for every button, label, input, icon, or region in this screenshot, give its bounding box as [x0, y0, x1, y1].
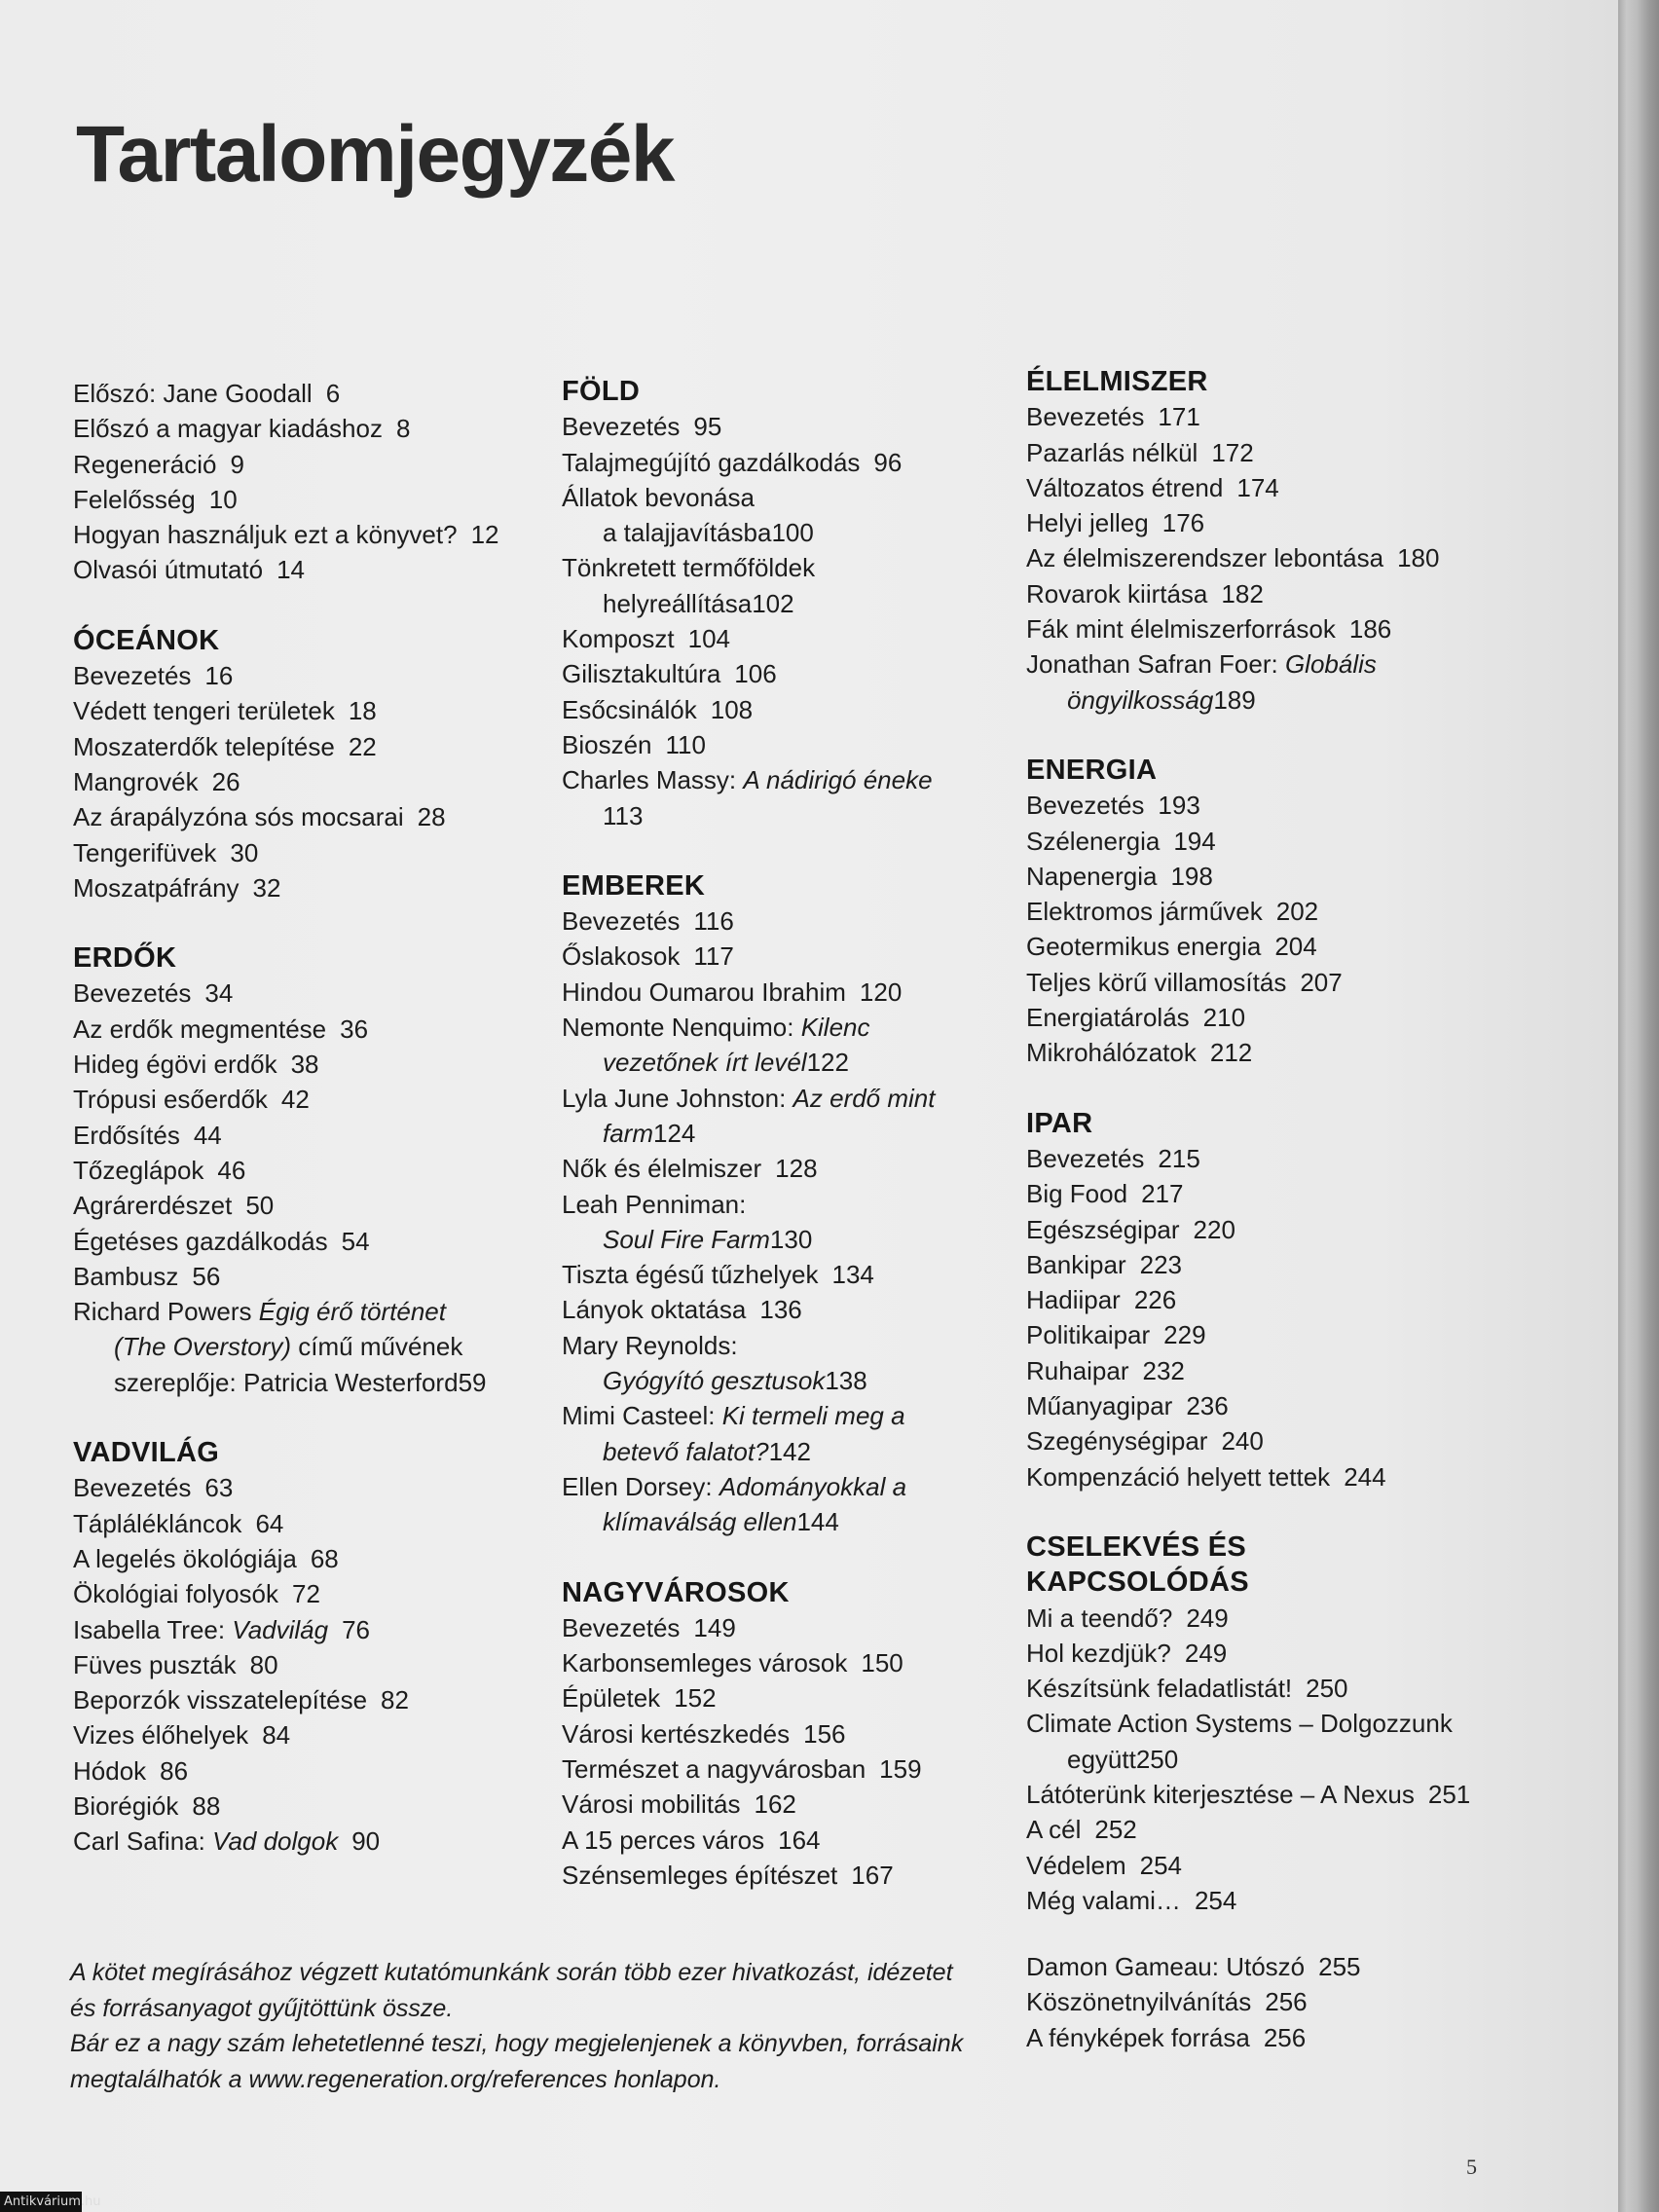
toc-entry: A cél 252 [1026, 1815, 1137, 1845]
toc-entry-continuation: vezetőnek írt levél122 [603, 1048, 849, 1078]
toc-entry-continuation: a talajjavításba100 [603, 518, 814, 548]
toc-entry: Geotermikus energia 204 [1026, 932, 1317, 962]
toc-section-emberek [562, 868, 1049, 1540]
toc-entry: Politikaipar 229 [1026, 1320, 1206, 1350]
references-note [70, 1955, 1005, 2097]
toc-entry-continuation: betevő falatot?142 [603, 1436, 811, 1466]
section-heading: CSELEKVÉS ÉS [1026, 1530, 1246, 1563]
note-line: A kötet megírásához végzett kutatómunkánk során több ezer hivatkozást, idézetet [70, 1959, 953, 1986]
section-heading: VADVILÁG [73, 1437, 220, 1469]
toc-entry: Szénsemleges építészet 167 [562, 1860, 894, 1890]
page-number: 5 [1466, 2155, 1477, 2179]
toc-entry: Trópusi esőerdők 42 [73, 1085, 310, 1115]
toc-outro [1026, 1949, 1513, 2055]
page-title: Tartalomjegyzék [76, 110, 675, 199]
toc-entry-continuation: öngyilkosság189 [1067, 684, 1256, 715]
toc-entry-penniman: Leah Penniman: [562, 1189, 747, 1219]
toc-entry-continuation: klímaválság ellen144 [603, 1507, 839, 1537]
toc-entry: Biorégiók 88 [73, 1790, 221, 1821]
toc-section-fold [562, 374, 1049, 833]
toc-entry-nenquimo: Nemonte Nenquimo: Kilenc [562, 1013, 870, 1043]
toc-entry: Égetéses gazdálkodás 54 [73, 1226, 370, 1256]
toc-entry-foer: Jonathan Safran Foer: Globális [1026, 649, 1377, 680]
toc-entry: Kompenzáció helyett tettek 244 [1026, 1461, 1386, 1492]
toc-entry: Ruhaipar 232 [1026, 1355, 1185, 1385]
toc-entry: Egészségipar 220 [1026, 1214, 1235, 1244]
toc-entry: Komposzt 104 [562, 624, 730, 654]
toc-entry: Tönkretett termőföldek [562, 553, 816, 583]
toc-entry: Bevezetés 116 [562, 906, 734, 937]
toc-entry: Az árapályzóna sós mocsarai 28 [73, 802, 446, 832]
toc-entry: Tőzeglápok 46 [73, 1155, 246, 1185]
toc-entry: Teljes körű villamosítás 207 [1026, 967, 1343, 997]
toc-entry: Fák mint élelmiszerforrások 186 [1026, 614, 1392, 645]
toc-entry: Látóterünk kiterjesztése – A Nexus 251 [1026, 1779, 1471, 1809]
toc-entry: Bankipar 223 [1026, 1249, 1183, 1279]
section-heading: IPAR [1026, 1107, 1093, 1139]
toc-entry: Ökológiai folyosók 72 [73, 1579, 320, 1609]
toc-intro [73, 376, 560, 588]
toc-entry: Városi mobilitás 162 [562, 1789, 796, 1820]
toc-entry: Karbonsemleges városok 150 [562, 1648, 903, 1678]
toc-section-vadvilag [73, 1435, 560, 1860]
toc-entry: Mikrohálózatok 212 [1026, 1038, 1253, 1068]
toc-entry: Damon Gameau: Utószó 255 [1026, 1952, 1361, 1982]
note-line: megtalálhatók a www.regeneration.org/references honlapon. [70, 2065, 721, 2093]
toc-entry: Bioszén 110 [562, 729, 706, 759]
toc-entry: Bevezetés 34 [73, 978, 234, 1009]
watermark: Antikvárium.hu [0, 2192, 82, 2212]
toc-entry: Hol kezdjük? 249 [1026, 1638, 1228, 1668]
toc-entry: Hindou Oumarou Ibrahim 120 [562, 977, 903, 1007]
toc-entry: Agrárerdészet 50 [73, 1191, 275, 1221]
toc-entry: Városi kertészkedés 156 [562, 1718, 846, 1749]
toc-entry: Védelem 254 [1026, 1850, 1183, 1880]
toc-entry: Beporzók visszatelepítése 82 [73, 1685, 409, 1715]
toc-entry: Bevezetés 95 [562, 412, 722, 442]
toc-entry: Készítsünk feladatlistát! 250 [1026, 1674, 1348, 1704]
toc-entry: Bevezetés 16 [73, 661, 234, 691]
section-heading: ERDŐK [73, 942, 177, 975]
toc-entry: Elektromos járművek 202 [1026, 897, 1319, 927]
toc-entry: Épületek 152 [562, 1683, 717, 1714]
toc-entry: Moszaterdők telepítése 22 [73, 731, 377, 761]
toc-entry: Lányok oktatása 136 [562, 1295, 802, 1325]
toc-entry: Állatok bevonása [562, 482, 756, 512]
toc-entry: Felelősség 10 [73, 484, 238, 514]
toc-entry: Mi a teendő? 249 [1026, 1603, 1229, 1633]
toc-entry-johnston: Lyla June Johnston: Az erdő mint [562, 1083, 936, 1113]
toc-entry: Természet a nagyvárosban 159 [562, 1753, 922, 1784]
toc-entry: Bevezetés 193 [1026, 791, 1200, 821]
toc-entry-continuation: 113 [603, 800, 644, 830]
toc-entry: Változatos étrend 174 [1026, 472, 1279, 502]
toc-section-ipar [1026, 1106, 1513, 1494]
toc-entry: Talajmegújító gazdálkodás 96 [562, 447, 903, 477]
toc-entry: Moszatpáfrány 32 [73, 872, 281, 903]
toc-column-1 [73, 376, 560, 1895]
toc-entry-safina: Carl Safina: Vad dolgok 90 [73, 1826, 381, 1857]
section-heading: ÓCEÁNOK [73, 624, 220, 656]
toc-entry: A 15 perces város 164 [562, 1825, 821, 1855]
toc-entry: Erdősítés 44 [73, 1120, 222, 1150]
section-heading: EMBEREK [562, 869, 706, 902]
toc-entry: Helyi jelleg 176 [1026, 508, 1205, 538]
section-heading: NAGYVÁROSOK [562, 1576, 790, 1608]
toc-entry: Tiszta égésű tűzhelyek 134 [562, 1260, 874, 1290]
toc-section-elelmiszer [1026, 364, 1513, 718]
toc-entry: Szélenergia 194 [1026, 826, 1216, 856]
toc-section-nagyvarosok [562, 1575, 1049, 1894]
toc-entry: Hadiipar 226 [1026, 1285, 1177, 1315]
toc-entry-continuation: (The Overstory) című művének [114, 1332, 463, 1362]
toc-entry: Napenergia 198 [1026, 861, 1213, 891]
toc-section-erdok [73, 940, 560, 1400]
toc-entry: Őslakosok 117 [562, 941, 734, 972]
toc-entry: Az erdők megmentése 36 [73, 1014, 369, 1044]
toc-entry: Bevezetés 149 [562, 1612, 736, 1642]
toc-entry: Köszönetnyilvánítás 256 [1026, 1987, 1308, 2017]
toc-entry: Hogyan használjuk ezt a könyvet? 12 [73, 520, 499, 550]
toc-entry: Még valami… 254 [1026, 1885, 1237, 1915]
toc-entry-continuation: Soul Fire Farm130 [603, 1224, 813, 1254]
toc-entry-casteel: Mimi Casteel: Ki termeli meg a [562, 1401, 905, 1431]
toc-entry: Climate Action Systems – Dolgozzunk [1026, 1709, 1453, 1739]
toc-entry-continuation: farm124 [603, 1118, 696, 1148]
toc-entry-massy: Charles Massy: A nádirigó éneke [562, 765, 933, 795]
toc-entry: Pazarlás nélkül 172 [1026, 437, 1254, 467]
toc-entry: Műanyagipar 236 [1026, 1391, 1229, 1421]
toc-entry-continuation: helyreállítása102 [603, 588, 794, 618]
toc-entry: Gilisztakultúra 106 [562, 659, 777, 689]
toc-section-cselekves [1026, 1530, 1513, 1918]
toc-entry: Esőcsinálók 108 [562, 694, 754, 724]
toc-entry-continuation: Gyógyító gesztusok138 [603, 1366, 867, 1396]
toc-entry: Olvasói útmutató 14 [73, 555, 306, 585]
section-heading: KAPCSOLÓDÁS [1026, 1567, 1249, 1599]
toc-entry-reynolds: Mary Reynolds: [562, 1330, 738, 1360]
toc-entry: Hideg égövi erdők 38 [73, 1050, 319, 1080]
toc-column-3 [1026, 364, 1513, 2090]
toc-entry: Mangrovék 26 [73, 766, 240, 796]
toc-entry-powers: Richard Powers Égig érő történet [73, 1297, 446, 1327]
page-edge [1618, 0, 1659, 2212]
toc-entry-dorsey: Ellen Dorsey: Adományokkal a [562, 1471, 907, 1501]
toc-entry-tree: Isabella Tree: Vadvilág 76 [73, 1614, 371, 1644]
section-heading: ENERGIA [1026, 754, 1158, 786]
toc-entry: Füves puszták 80 [73, 1649, 278, 1679]
toc-column-2 [562, 374, 1049, 1928]
toc-entry: Bevezetés 215 [1026, 1143, 1200, 1173]
toc-entry: Az élelmiszerendszer lebontása 180 [1026, 543, 1440, 573]
note-line: és forrásanyagot gyűjtöttünk össze. [70, 1994, 454, 2022]
toc-entry: A fényképek forrása 256 [1026, 2022, 1307, 2052]
toc-entry: Big Food 217 [1026, 1179, 1184, 1209]
toc-entry: Hódok 86 [73, 1755, 189, 1786]
section-heading: FÖLD [562, 376, 641, 407]
toc-entry: Bevezetés 63 [73, 1473, 234, 1503]
toc-entry: Táplálékláncok 64 [73, 1508, 284, 1538]
toc-entry: Bambusz 56 [73, 1261, 221, 1291]
toc-entry-continuation: együtt250 [1067, 1744, 1179, 1774]
toc-entry: Regeneráció 9 [73, 449, 244, 479]
toc-entry: Védett tengeri területek 18 [73, 696, 377, 726]
toc-section-energia [1026, 753, 1513, 1071]
toc-entry: Tengerifüvek 30 [73, 837, 259, 867]
toc-entry: Szegénységipar 240 [1026, 1426, 1264, 1456]
toc-entry: Vizes élőhelyek 84 [73, 1720, 291, 1751]
section-heading: ÉLELMISZER [1026, 366, 1208, 397]
toc-entry: Rovarok kiirtása 182 [1026, 578, 1264, 608]
toc-entry: A legelés ökológiája 68 [73, 1543, 339, 1573]
toc-entry: Bevezetés 171 [1026, 402, 1200, 432]
toc-entry: Energiatárolás 210 [1026, 1003, 1246, 1033]
toc-entry: Előszó: Jane Goodall 6 [73, 379, 341, 408]
toc-entry-continuation: szereplője: Patricia Westerford59 [114, 1367, 487, 1397]
note-line: Bár ez a nagy szám lehetetlenné teszi, hogy megjelenjenek a könyvben, forrásaink [70, 2030, 964, 2057]
toc-entry: Nők és élelmiszer 128 [562, 1154, 818, 1184]
toc-section-oceanok [73, 623, 560, 905]
toc-entry: Előszó a magyar kiadáshoz 8 [73, 414, 411, 444]
